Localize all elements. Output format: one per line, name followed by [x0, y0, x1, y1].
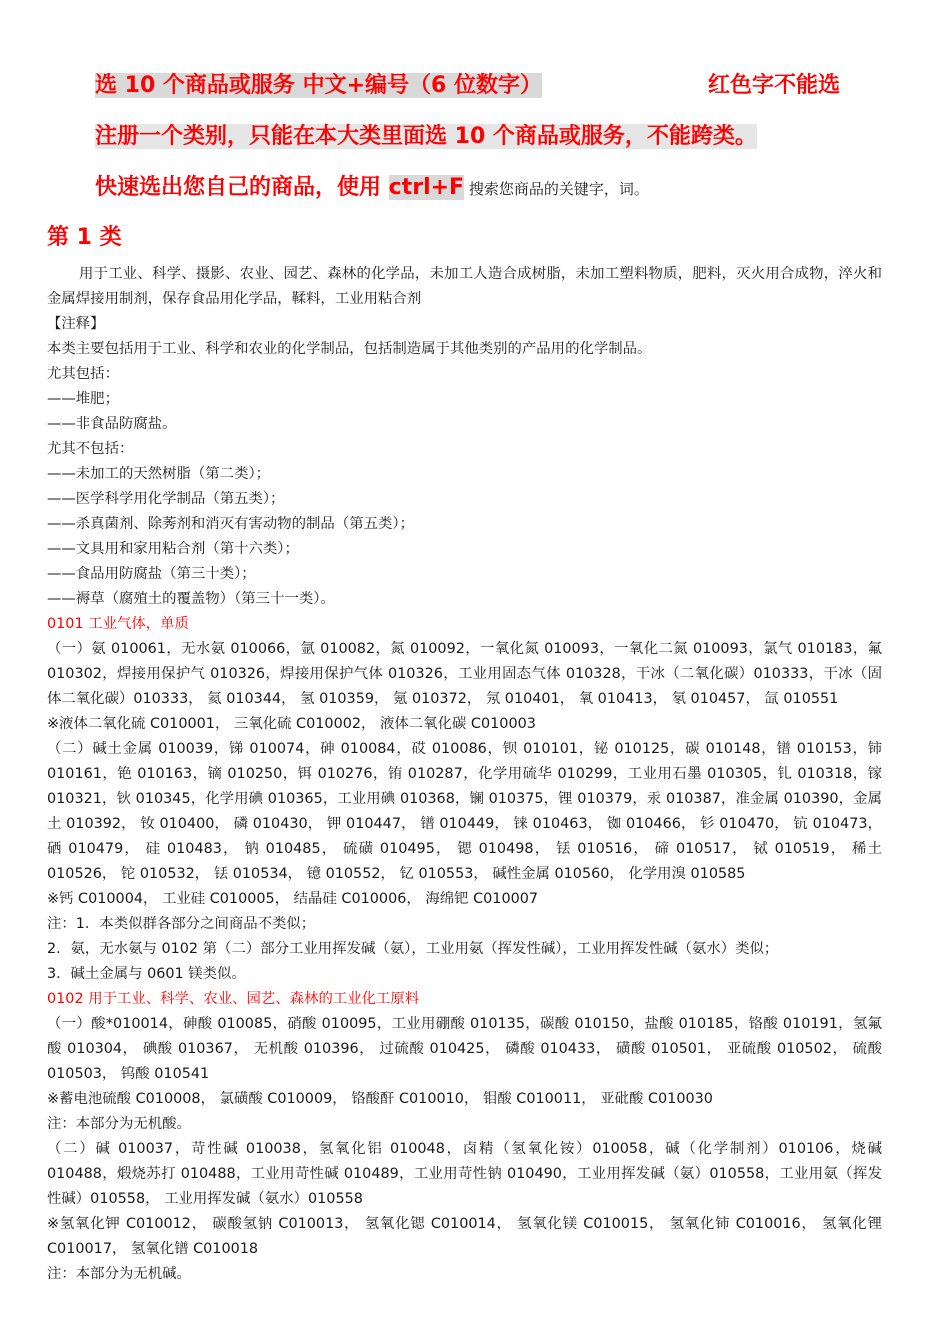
excludes-item: ——文具用和家用粘合剂（第十六类）；	[47, 541, 299, 557]
instruction-search-tail: 搜索您商品的关键字，词。	[464, 180, 649, 198]
section-0102-note-1: 注：本部分为无机酸。	[47, 1116, 191, 1132]
section-0102-title: 0102 用于工业、科学、农业、园艺、森林的工业化工原料	[47, 991, 420, 1007]
section-0101-note: 注：1．本类似群各部分之间商品不类似；	[47, 916, 316, 932]
section-0102-part-1: （一）酸*010014，砷酸 010085，硝酸 010095，工业用硼酸 010135，碳酸 010150，盐酸 010185，铬酸 010191，氢氟酸 010304， 碘酸 010367， 无机酸 010396， 过硫酸 010425， 磷酸 010433， 磺酸 010501， 亚硫酸 010502， 硫酸 010503， 钨酸 010541	[47, 1016, 882, 1082]
includes-label: 尤其包括：	[47, 366, 119, 382]
excludes-item: ——未加工的天然树脂（第二类）；	[47, 466, 271, 482]
section-0101-note: 2．氨，无水氨与 0102 第（二）部分工业用挥发碱（氨），工业用氨（挥发性碱），工业用挥发性碱（氨水）类似；	[47, 941, 779, 957]
excludes-item: ——医学科学用化学制品（第五类）；	[47, 491, 285, 507]
section-0101-extra-1: ※液体二氧化硫 C010001， 三氧化硫 C010002， 液体二氧化碳 C010003	[47, 716, 536, 732]
section-0102-extra-1: ※蓄电池硫酸 C010008， 氯磺酸 C010009， 铬酸酐 C010010， 钼酸 C010011， 亚砒酸 C010030	[47, 1091, 713, 1107]
section-0101-part-1: （一）氨 010061，无水氨 010066，氩 010082，氮 010092，一氧化氮 010093，一氧化二氮 010093，氯气 010183，氟 010302，焊接用保护气 010326，焊接用保护气体 010326，工业用固态气体 010328，干冰（二氧化碳）010333，干冰（固体二氧化碳）010333， 氦 010344， 氢 010359， 氪 010372， 氖 010401， 氧 010413， 氡 010457， 氙 010551	[47, 641, 882, 707]
section-0101-title: 0101 工业气体，单质	[47, 616, 189, 632]
includes-item: ——堆肥；	[47, 391, 119, 407]
section-0101-part-2: （二）碱土金属 010039，锑 010074，砷 010084，砹 010086，钡 010101，铋 010125，碳 010148，镨 010153，铈 010161，铯 010163，镝 010250，铒 010276，铕 010287，化学用硫华 010299，工业用石墨 010305，钆 010318，镓 010321，钬 010345，化学用碘 010365，工业用碘 010368，镧 010375，锂 010379，汞 010387，准金属 010390，金属土 010392， 钕 010400， 磷 010430， 钾 010447， 镨 010449， 铼 010463， 铷 010466， 钐 010470， 钪 010473， 硒 010479， 硅 010483， 钠 010485， 硫磺 010495， 锶 010498， 铥 010516， 碲 010517， 铽 010519， 稀土 010526， 铊 010532， 铥 010534， 镱 010552， 钇 010553， 碱性金属 010560， 化学用溴 010585	[47, 741, 882, 882]
note-text: 本类主要包括用于工业、科学和农业的化学制品，包括制造属于其他类别的产品用的化学制品。	[47, 341, 652, 357]
excludes-label: 尤其不包括：	[47, 441, 134, 457]
section-0102-part-2: （二）碱 010037，苛性碱 010038，氢氧化铝 010048，卤精（氢氧化铵）010058，碱（化学制剂）010106，烧碱 010488，煅烧苏打 010488，工业用苛性碱 010489，工业用苛性钠 010490，工业用挥发碱（氨）010558，工业用氨（挥发性碱）010558， 工业用挥发碱（氨水）010558	[47, 1141, 882, 1207]
section-0102-extra-2: ※氢氧化钾 C010012， 碳酸氢钠 C010013， 氢氧化锶 C010014， 氢氧化镁 C010015， 氢氧化铈 C010016， 氢氧化锂 C010017， 氢氧化镨 C010018	[47, 1216, 882, 1257]
excludes-item: ——食品用防腐盐（第三十类）；	[47, 566, 256, 582]
class-body	[47, 262, 882, 1287]
note-label: 【注释】	[47, 316, 105, 332]
class-intro: 用于工业、科学、摄影、农业、园艺、森林的化学品，未加工人造合成树脂，未加工塑料物质，肥料，灭火用合成物，淬火和金属焊接用制剂，保存食品用化学品，鞣料，工业用粘合剂	[47, 266, 882, 307]
section-0101-extra-2: ※钙 C010004， 工业硅 C010005， 结晶硅 C010006， 海绵钯 C010007	[47, 891, 539, 907]
section-0101-note: 3．碱土金属与 0601 镁类似。	[47, 966, 246, 982]
instruction-line-1	[95, 71, 542, 101]
excludes-item: ——杀真菌剂、除莠剂和消灭有害动物的制品（第五类）；	[47, 516, 414, 532]
red-text-warning: 红色字不能选	[708, 73, 841, 98]
class-title: 第 1 类	[47, 225, 122, 250]
instruction-single-class: 注册一个类别，只能在本大类里面选 10 个商品或服务，不能跨类。	[95, 124, 757, 149]
section-0102-note-2: 注：本部分为无机碱。	[47, 1266, 191, 1282]
excludes-item: ——褥草（腐殖土的覆盖物）（第三十一类）。	[47, 591, 335, 607]
instruction-line-2	[95, 122, 757, 152]
ctrl-f-key: ctrl+F	[388, 175, 465, 200]
includes-item: ——非食品防腐盐。	[47, 416, 177, 432]
instruction-select-count: 选 10 个商品或服务 中文+编号（6 位数字）	[95, 73, 542, 98]
instruction-search-tip: 快速选出您自己的商品，使用	[95, 175, 389, 200]
instruction-line-3	[95, 173, 649, 204]
